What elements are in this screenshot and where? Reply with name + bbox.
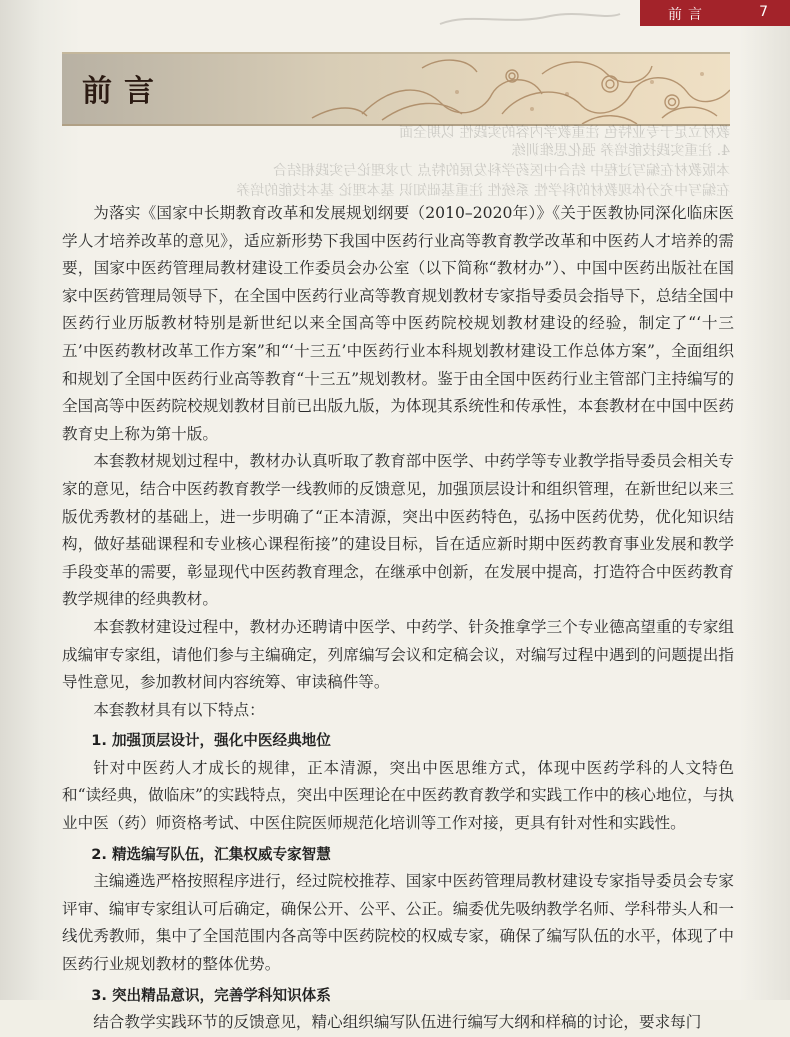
chapter-banner	[62, 52, 730, 126]
chapter-title: 前言	[82, 74, 166, 109]
body-paragraph: 结合教学实践环节的反馈意见，精心组织编写队伍进行编写大纲和样稿的讨论，要求每门	[93, 1013, 702, 1032]
body-paragraph: 本套教材建设过程中，教材办还聘请中医学、中药学、针灸推拿学三个专业德高望重的专家组成编审专家组，请他们参与主编确定，列席编写会议和定稿会议，对编写过程中遇到的问题提出指导性意见，参加教材间内容统筹、审读稿件等。	[62, 617, 734, 692]
body-paragraph: 针对中医药人才成长的规律，正本清源，突出中医思维方式，体现中医药学科的人文特色和“读经典，做临床”的实践特点，突出中医理论在中医药教育教学和实践工作中的核心地位，与执业中医（药）师资格考试、中医住院医师规范化培训等工作对接，更具有针对性和实践性。	[62, 758, 734, 833]
body-paragraph: 主编遴选严格按照程序进行，经过院校推荐、国家中医药管理局教材建设专家指导委员会专家评审、编审专家组认可后确定，确保公开、公平、公正。编委优先吸纳教学名师、学科带头人和一线优秀教师，集中了全国范围内各高等中医药院校的权威专家，确保了编写队伍的水平，体现了中医药行业规划教材的整体优势。	[62, 872, 734, 974]
running-head-title: 前言	[668, 7, 708, 23]
bleed-through-text: 4. 注重实践技能培养 强化思维训练	[511, 143, 730, 159]
running-head	[640, 0, 790, 26]
body-paragraph: 本套教材具有以下特点：	[93, 700, 265, 719]
scuff-mark-icon	[430, 4, 630, 30]
section-subheading: 3. 突出精品意识，完善学科知识体系	[91, 986, 331, 1004]
bleed-through-text: 本版教材在编写过程中 结合中医药学科发展的特点 力求理论与实践相结合	[273, 163, 730, 179]
body-paragraph: 本套教材规划过程中，教材办认真听取了教育部中医学、中药学等专业教学指导委员会相关专家的意见，结合中医药教育教学一线教师的反馈意见，加强顶层设计和组织管理，在新世纪以来三版优秀教材的基础上，进一步明确了“正本清源，突出中医药特色，弘扬中医药优势，优化知识结构，做好基础课程和专业核心课程衔接”的建设目标，旨在适应新时期中医药教育事业发展和教学手段变革的需要，彰显现代中医药教育理念，在继承中创新，在发展中提高，打造符合中医药教育教学规律的经典教材。	[62, 452, 734, 609]
section-subheading: 2. 精选编写队伍，汇集权威专家智慧	[91, 845, 331, 863]
bleed-through-text: 在编写中充分体现教材的科学性 系统性 注重基础知识 基本理论 基本技能的培养	[236, 183, 730, 199]
section-subheading: 1. 加强顶层设计，强化中医经典地位	[91, 732, 331, 750]
document-body	[62, 200, 734, 1037]
body-paragraph: 为落实《国家中长期教育改革和发展规划纲要（2010–2020年）》《关于医教协同深化临床医学人才培养改革的意见》，适应新形势下我国中医药行业高等教育教学改革和中医药人才培养的需要，国家中医药管理局教材建设工作委员会办公室（以下简称“教材办”）、中国中医药出版社在国家中医药管理局领导下，在全国中医药行业高等教育规划教材专家指导委员会指导下，总结全国中医药行业历版教材特别是新世纪以来全国高等中医药院校规划教材建设的经验，制定了“‘十三五’中医药教材改革工作方案”和“‘十三五’中医药行业本科规划教材建设工作总体方案”，全面组织和规划了全国中医药行业高等教育“十三五”规划教材。鉴于由全国中医药行业主管部门主持编写的全国高等中医药院校规划教材目前已出版九版，为体现其系统性和传承性，本套教材在中国中医药教育史上称为第十版。	[62, 204, 734, 443]
page-number: 7	[759, 4, 768, 20]
bleed-through-text: 教材立足于专业特色 注重教学内容的实践性 以期全面	[399, 125, 730, 141]
